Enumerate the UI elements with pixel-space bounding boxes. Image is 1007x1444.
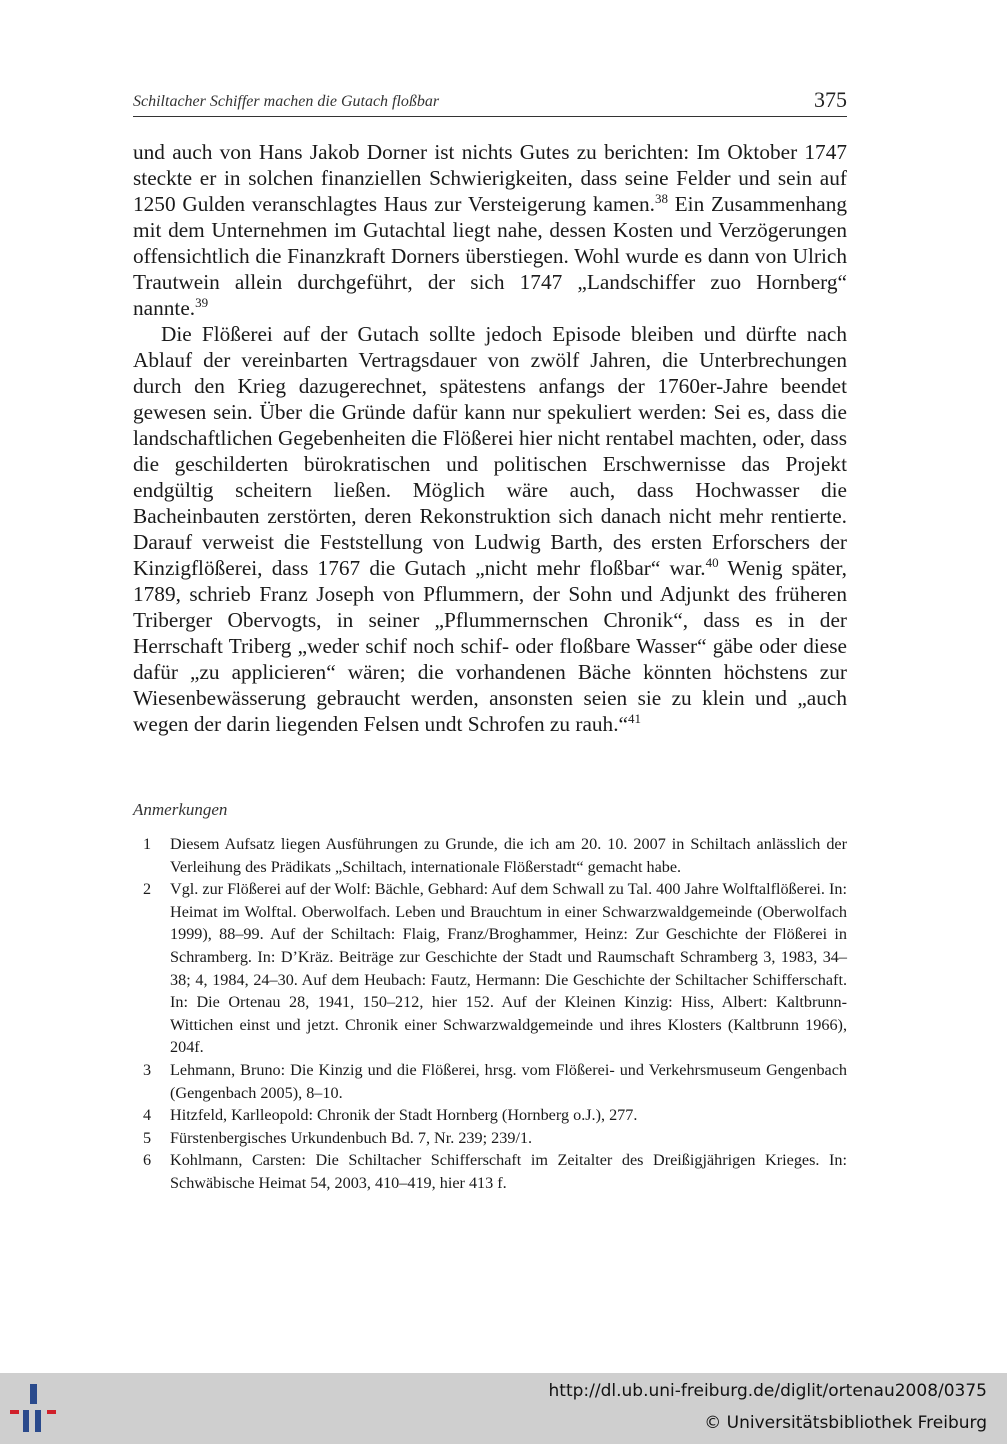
footnote-ref-40: 40 [705, 555, 719, 570]
note-item [133, 1149, 847, 1194]
paragraph-2-text-a: Die Flößerei auf der Gutach sollte jedoch Episode bleiben und dürfte nach Ablauf der vereinbarten Vertragsdauer von zwölf Jahren, die Unterbrechungen durch den Krieg dazugerechnet, spätestens anfangs der 1760er-Jahre beendet gewesen sein. Über die Gründe dafür kann nur spekuliert werden: Sei es, dass die landschaftlichen Gegebenheiten die Flößerei hier nicht rentabel machten, oder, dass die geschilderten bürokratischen und politischen Erschwernisse das Projekt endgültig scheitern ließen. Möglich wäre auch, dass Hochwasser die Bacheinbauten zerstörten, deren Rekonstruktion sich danach nicht mehr rentierte. Darauf verweist die Feststellung von Ludwig Barth, des ersten Erforschers der Kinzigflößerei, dass 1767 die Gutach „nicht mehr floßbar“ war. [133, 322, 847, 580]
note-text: Diesem Aufsatz liegen Ausführungen zu Grunde, die ich am 20. 10. 2007 in Schiltach anlässlich der Verleihung des Prädikats „Schiltach, internationale Flößerstadt“ gemacht habe. [170, 835, 847, 876]
ub-freiburg-logo-icon [0, 1382, 70, 1437]
page-number: 375 [814, 87, 847, 112]
running-title: Schiltacher Schiffer machen die Gutach floßbar [133, 93, 440, 110]
note-item [133, 1059, 847, 1104]
note-number: 5 [143, 1128, 152, 1147]
body-text [133, 139, 847, 737]
note-text: Fürstenbergisches Urkundenbuch Bd. 7, Nr. 239; 239/1. [170, 1128, 533, 1147]
note-text: Hitzfeld, Karlleopold: Chronik der Stadt Hornberg (Hornberg o.J.), 277. [170, 1106, 638, 1125]
running-header [133, 86, 847, 117]
notes-heading: Anmerkungen [133, 800, 228, 819]
note-number: 3 [143, 1060, 152, 1079]
footnote-ref-39: 39 [195, 295, 209, 310]
paragraph-1-text-a: und auch von Hans Jakob Dorner ist nichts Gutes zu berichten: Im Oktober 1747 steckte er in solchen finanziellen Schwierigkeiten, dass seine Felder und sein auf 1250 Gulden veranschlagtes Haus zur Versteigerung kamen. [133, 140, 847, 216]
note-number: 6 [143, 1151, 152, 1170]
note-item [133, 833, 847, 878]
note-item [133, 1104, 847, 1127]
paragraph-1-text-b: Ein Zusammenhang mit dem Unternehmen im Gutachtal liegt nahe, dessen Kosten und Verzögerungen offensichtlich die Finanzkraft Dorners überstiegen. Wohl wurde es dann von Ulrich Trautwein allein durchgeführt, der sich 1747 „Landschiffer zuo Hornberg“ nannte. [133, 192, 847, 320]
footer-url-link[interactable]: http://dl.ub.uni-freiburg.de/diglit/ortenau2008/0375 [548, 1381, 987, 1401]
paragraph-2 [133, 321, 847, 737]
footer-copyright: © Universitätsbibliothek Freiburg [704, 1413, 987, 1433]
footnote-ref-38: 38 [654, 191, 668, 206]
note-text: Kohlmann, Carsten: Die Schiltacher Schifferschaft im Zeitalter des Dreißigjährigen Krieges. In: Schwäbische Heimat 54, 2003, 410–419, hier 413 f. [170, 1151, 847, 1192]
footer-bar [0, 1373, 1007, 1444]
paragraph-2-text-b: Wenig später, 1789, schrieb Franz Joseph von Pflummern, der Sohn und Adjunkt des früheren Triberger Obervogts, in seiner „Pflummernschen Chronik“, dass es in der Herrschaft Triberg „weder schif noch schif- oder floßbare Wasser“ gäbe oder diese dafür „zu applicieren“ wären; die vorhandenen Bäche könnten höchstens zur Wiesenbewässerung gebraucht werden, ansonsten seien sie zu klein und „auch wegen der darin liegenden Felsen undt Schrofen zu rauh.“ [133, 556, 847, 736]
paragraph-1 [133, 139, 847, 321]
note-item [133, 1127, 847, 1150]
note-item [133, 878, 847, 1059]
note-text: Vgl. zur Flößerei auf der Wolf: Bächle, Gebhard: Auf dem Schwall zu Tal. 400 Jahre Wolftalflößerei. In: Heimat im Wolftal. Oberwolfach. Leben und Brauchtum in einer Schwarzwaldgemeinde (Oberwolfach 1999), 88–99. Auf der Schiltach: Flaig, Franz/Broghammer, Heinz: Zur Geschichte der Flößerei in Schramberg. In: D’Kräz. Beiträge zur Geschichte der Stadt und Raumschaft Schramberg 3, 1983, 34–38; 4, 1984, 24–30. Auf dem Heubach: Fautz, Hermann: Die Geschichte der Schiltacher Schifferschaft. In: Die Ortenau 28, 1941, 150–212, hier 152. Auf der Kleinen Kinzig: Hiss, Albert: Kaltbrunn-Wittichen einst und jetzt. Chronik einer Schwarzwaldgemeinde und ihres Klosters (Kaltbrunn 1966), 204f. [170, 880, 847, 1057]
footnote-ref-41: 41 [627, 711, 641, 726]
note-text: Lehmann, Bruno: Die Kinzig und die Flößerei, hrsg. vom Flößerei- und Verkehrsmuseum Gengenbach (Gengenbach 2005), 8–10. [170, 1060, 847, 1102]
note-number: 4 [143, 1106, 152, 1125]
note-number: 1 [143, 835, 152, 853]
note-number: 2 [143, 880, 152, 899]
notes-list [133, 833, 847, 1195]
